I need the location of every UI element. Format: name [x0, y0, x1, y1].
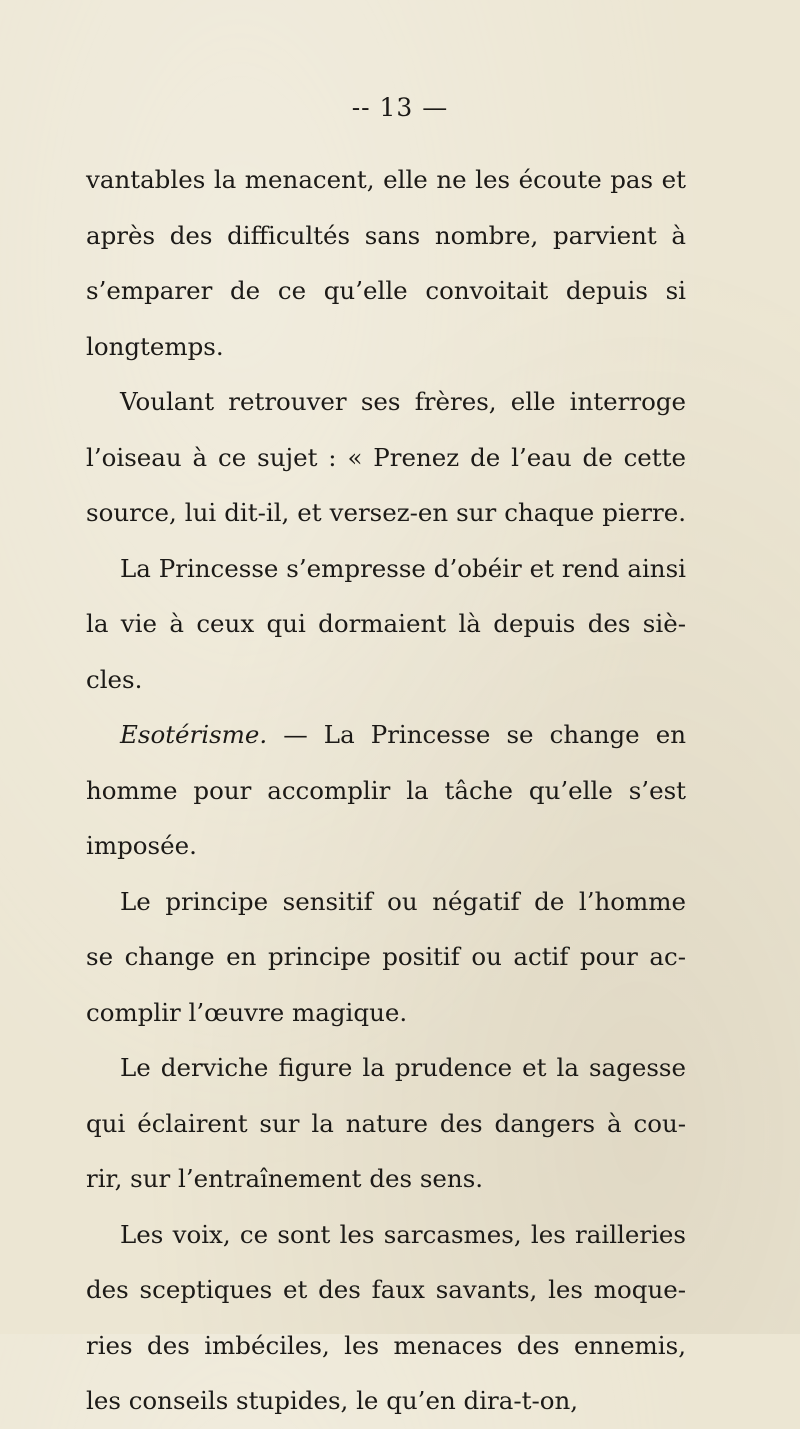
paragraph-first-line: Le principe sensitif ou négatif de l’homme: [120, 886, 686, 916]
text-line: source, lui dit-il, et versez-en sur chaque pierre.: [86, 498, 686, 527]
page-number: -- 13 —: [351, 93, 449, 122]
text-line: homme pour accomplir la tâche qu’elle s’est: [86, 775, 686, 805]
paragraph-first-line: La Princesse s’empresse d’obéir et rend ainsi: [120, 553, 686, 583]
text-line: des sceptiques et des faux savants, les moque-: [86, 1275, 686, 1304]
text-line: s’emparer de ce qu’elle convoitait depuis si: [86, 276, 686, 305]
text-line: après des difficultés sans nombre, parvient à: [86, 220, 686, 250]
text-line: la vie à ceux qui dormaient là depuis des siè-: [86, 609, 686, 638]
text-line: ries des imbéciles, les menaces des ennemis,: [86, 1330, 686, 1360]
text-line: longtemps.: [86, 331, 224, 361]
paragraph-first-line: Le derviche figure la prudence et la sagesse: [120, 1053, 686, 1082]
esoterisme-heading-line: [86, 707, 686, 763]
paragraph-first-line: Voulant retrouver ses frères, elle interroge: [120, 387, 686, 416]
section-heading-esoterisme: Esotérisme.: [120, 720, 268, 749]
paragraph-first-line: Les voix, ce sont les sarcasmes, les railleries: [120, 1219, 686, 1249]
text-line: rir, sur l’entraînement des sens.: [86, 1164, 484, 1193]
text-line: cles.: [86, 664, 143, 694]
text-line: les conseils stupides, le qu’en dira-t-on,: [86, 1386, 579, 1415]
text-line: l’oiseau à ce sujet : « Prenez de l’eau de cette: [86, 442, 686, 472]
body-text: [86, 152, 686, 1429]
heading-continuation: — La Princesse se change en: [267, 720, 686, 749]
text-line: vantables la menacent, elle ne les écoute pas et: [86, 165, 686, 194]
text-line: complir l’œuvre magique.: [86, 997, 408, 1027]
text-line: se change en principe positif ou actif pour ac-: [86, 942, 686, 971]
text-line: imposée.: [86, 831, 197, 860]
text-line: qui éclairent sur la nature des dangers à cou-: [86, 1108, 686, 1138]
